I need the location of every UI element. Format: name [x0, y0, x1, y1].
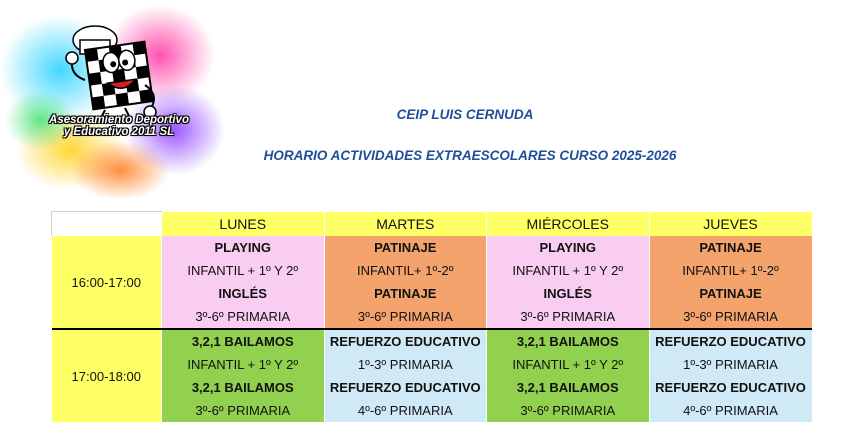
- day-header-monday: LUNES: [162, 212, 325, 237]
- company-logo: [0, 0, 240, 200]
- day-header-tuesday: MARTES: [324, 212, 487, 237]
- group-cell: 3º-6º PRIMARIA: [487, 399, 650, 422]
- activity-cell: REFUERZO EDUCATIVO: [649, 329, 812, 353]
- logo-text: [44, 114, 194, 138]
- group-cell: INFANTIL+ 1º-2º: [324, 259, 487, 282]
- time-slot-2: 17:00-18:00: [52, 329, 162, 422]
- activity-cell: 3,2,1 BAILAMOS: [162, 376, 325, 399]
- logo-line-2: y Educativo 2011 SL: [63, 126, 175, 138]
- table-row: [52, 282, 812, 305]
- group-cell: INFANTIL + 1º Y 2º: [487, 353, 650, 376]
- table-row: [52, 353, 812, 376]
- day-header-wednesday: MIÉRCOLES: [487, 212, 650, 237]
- activity-cell: 3,2,1 BAILAMOS: [162, 329, 325, 353]
- table-row: [52, 259, 812, 282]
- activity-cell: REFUERZO EDUCATIVO: [649, 376, 812, 399]
- schedule-table: [51, 211, 812, 422]
- logo-line-1: Asesoramiento Deportivo: [49, 114, 189, 126]
- activity-cell: PLAYING: [162, 236, 325, 259]
- activity-cell: 3,2,1 BAILAMOS: [487, 376, 650, 399]
- activity-cell: INGLÉS: [487, 282, 650, 305]
- table-row: [52, 376, 812, 399]
- activity-cell: REFUERZO EDUCATIVO: [324, 329, 487, 353]
- group-cell: 3º-6º PRIMARIA: [649, 305, 812, 329]
- activity-cell: PATINAJE: [649, 282, 812, 305]
- day-header-thursday: JUEVES: [649, 212, 812, 237]
- group-cell: 4º-6º PRIMARIA: [324, 399, 487, 422]
- group-cell: INFANTIL + 1º Y 2º: [162, 353, 325, 376]
- group-cell: 3º-6º PRIMARIA: [324, 305, 487, 329]
- activity-cell: REFUERZO EDUCATIVO: [324, 376, 487, 399]
- group-cell: 1º-3º PRIMARIA: [649, 353, 812, 376]
- activity-cell: PATINAJE: [324, 236, 487, 259]
- activity-cell: PLAYING: [487, 236, 650, 259]
- schedule-title: HORARIO ACTIVIDADES EXTRAESCOLARES CURSO 2025-2026: [263, 148, 677, 163]
- group-cell: 3º-6º PRIMARIA: [487, 305, 650, 329]
- group-cell: INFANTIL + 1º Y 2º: [487, 259, 650, 282]
- table-row: [52, 329, 812, 353]
- logo-graphic: [0, 0, 240, 200]
- group-cell: 4º-6º PRIMARIA: [649, 399, 812, 422]
- group-cell: INFANTIL+ 1º-2º: [649, 259, 812, 282]
- group-cell: 3º-6º PRIMARIA: [162, 399, 325, 422]
- activity-cell: 3,2,1 BAILAMOS: [487, 329, 650, 353]
- group-cell: INFANTIL + 1º Y 2º: [162, 259, 325, 282]
- activity-cell: INGLÉS: [162, 282, 325, 305]
- activity-cell: PATINAJE: [324, 282, 487, 305]
- table-row: [52, 305, 812, 329]
- activity-cell: PATINAJE: [649, 236, 812, 259]
- time-slot-1: 16:00-17:00: [52, 236, 162, 329]
- table-row: [52, 399, 812, 422]
- group-cell: 3º-6º PRIMARIA: [162, 305, 325, 329]
- group-cell: 1º-3º PRIMARIA: [324, 353, 487, 376]
- school-name: CEIP LUIS CERNUDA: [396, 107, 534, 122]
- corner-cell: [52, 212, 162, 237]
- table-row: [52, 236, 812, 259]
- day-header-row: [52, 212, 812, 237]
